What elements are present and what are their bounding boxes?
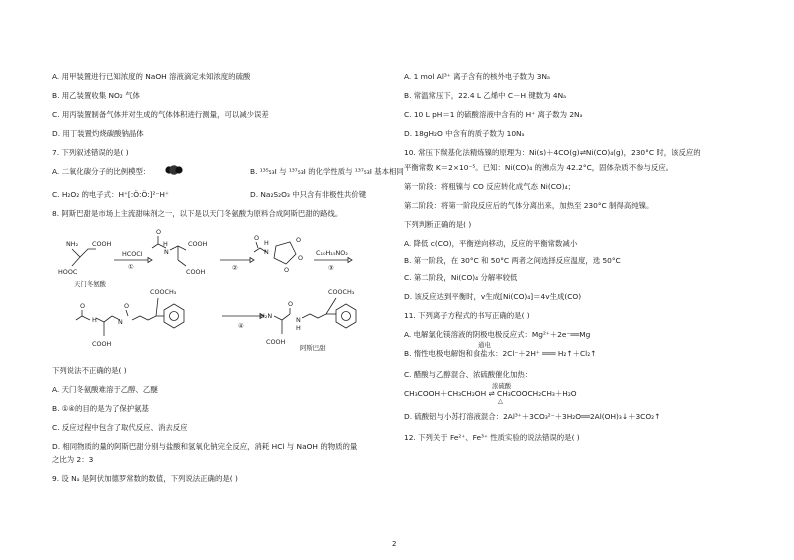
svg-text:O: O: [288, 300, 294, 308]
q11-option-c-equation: CH₃COOH＋CH₃CH₂OH ⇌ CH₃COOCH₂CH₃＋H₂O: [404, 389, 577, 398]
svg-text:COOH: COOH: [188, 240, 208, 248]
svg-text:O: O: [80, 302, 86, 310]
protected-aspartame-structure: [76, 288, 184, 348]
aspartic-acid-structure: [58, 240, 112, 288]
electrolysis-label: 通电: [478, 341, 491, 349]
svg-text:COOCH₃: COOCH₃: [328, 288, 355, 296]
q6-option-b: B. 用乙装置收集 NO₂ 气体: [52, 91, 140, 100]
q11-stem: 11. 下列离子方程式的书写正确的是( ): [404, 311, 530, 320]
q9-option-b: B. 常温常压下，22.4 L 乙烯中 C－H 键数为 4Nₐ: [404, 91, 567, 100]
svg-text:阿斯巴甜: 阿斯巴甜: [300, 344, 326, 352]
svg-text:H: H: [296, 324, 301, 332]
svg-text:④: ④: [238, 322, 244, 330]
q8-option-d: D. 相同物质的量的阿斯巴甜分别与盐酸和氢氧化钠完全反应，消耗 HCl 与 NaOH 的物质的量: [52, 442, 358, 451]
svg-text:①: ①: [128, 263, 134, 271]
q9-option-d: D. 18gH₂O 中含有的质子数为 10Nₐ: [404, 129, 525, 138]
q8-option-a: A. 天门冬氨酸难溶于乙醇、乙醚: [52, 385, 158, 394]
svg-text:NH₂: NH₂: [66, 240, 79, 248]
svg-text:O: O: [296, 236, 302, 244]
svg-text:H: H: [92, 316, 97, 324]
q9-stem: 9. 设 Nₐ 是阿伏加德罗常数的数值，下列说法正确的是( ): [52, 474, 238, 483]
q7-option-c: C. H₂O₂ 的电子式：H⁺[:Ö:Ö:]²⁻H⁺: [52, 190, 169, 199]
svg-text:O: O: [298, 254, 304, 262]
svg-text:③: ③: [328, 264, 334, 272]
anhydride-structure: [254, 234, 303, 274]
svg-text:HCOCl: HCOCl: [122, 250, 143, 258]
q10-option-b: B. 第一阶段，在 30°C 和 50°C 两者之间选择反应温度，选 50°C: [404, 256, 621, 265]
heat-label: △: [498, 397, 503, 405]
q9-option-a: A. 1 mol Al³⁺ 离子含有的核外电子数为 3Nₐ: [404, 72, 550, 81]
q10-stem-2: 平衡常数 K＝2×10⁻⁵。已知：Ni(CO)₄ 的沸点为 42.2°C，固体杂质不参与反应。: [404, 163, 674, 172]
aspartame-structure: [260, 288, 356, 352]
q11-option-b: B. 惰性电极电解饱和食盐水：2Cl⁻＋2H⁺ ═══ H₂↑＋Cl₂↑: [404, 349, 597, 358]
svg-text:②: ②: [232, 264, 238, 272]
svg-text:HOOC: HOOC: [58, 268, 78, 276]
q7-option-b: B. ¹³⁵₅₃I 与 ¹³⁷₅₃I 的化学性质与 ¹³⁷₅₃I 基本相同: [250, 167, 404, 176]
q6-option-c: C. 用丙装置制备气体并对生成的气体体积进行测量，可以减少误差: [52, 110, 269, 119]
svg-text:COOH: COOH: [92, 240, 112, 248]
q8-stem: 8. 阿斯巴甜是市场上主流甜味剂之一，以下是以天门冬氨酸为原料合成阿斯巴甜的路线。: [52, 209, 343, 218]
q10-question: 下列判断正确的是( ): [404, 220, 472, 229]
svg-text:N: N: [118, 318, 123, 326]
q7-option-a: A. 二氧化碳分子的比例模型：: [52, 167, 151, 176]
svg-text:N: N: [296, 316, 301, 324]
q11-option-a: A. 电解氯化镁溶液的阴极电极反应式：Mg²⁺＋2e⁻══Mg: [404, 330, 591, 339]
q8-question: 下列说法不正确的是( ): [52, 366, 127, 375]
svg-text:COOH: COOH: [92, 340, 112, 348]
q10-option-a: A. 降低 c(CO)，平衡逆向移动，反应的平衡常数减小: [404, 239, 578, 248]
formyl-aspartic-acid-structure: [152, 228, 208, 276]
q11-option-c: C. 醋酸与乙醇混合、浓硫酸催化加热：: [404, 370, 533, 379]
q11-option-d: D. 硫酸铝与小苏打溶液混合：2Al³⁺＋3CO₃²⁻＋3H₂O══2Al(OH)₃↓＋3CO₂↑: [404, 412, 661, 421]
q8-option-d-cont: 之比为 2：3: [52, 455, 94, 464]
svg-text:天门冬氨酸: 天门冬氨酸: [74, 280, 106, 288]
svg-text:COOCH₃: COOCH₃: [150, 288, 177, 296]
q8-option-b: B. ①④的目的是为了保护氨基: [52, 404, 149, 413]
q6-option-d: D. 用丁装置灼烧碳酸钠晶体: [52, 129, 144, 138]
page-number: 2: [392, 540, 397, 548]
q10-stage-2: 第二阶段：将第一阶段反应后的气体分离出来，加热至 230°C 制得高纯镍。: [404, 201, 654, 210]
catalyst-label: 浓硫酸: [492, 382, 512, 390]
synthesis-scheme: [52, 224, 392, 362]
svg-text:N: N: [164, 248, 169, 256]
q10-stage-1: 第一阶段：将粗镍与 CO 反应转化成气态 Ni(CO)₄；: [404, 182, 575, 191]
svg-text:H: H: [264, 239, 269, 247]
q10-stem-1: 10. 常压下羰基化法精炼镍的原理为：Ni(s)＋4CO(g)⇌Ni(CO)₄(g)，230°C 时，该反应的: [404, 148, 701, 157]
q6-option-a: A. 用甲装置进行已知浓度的 NaOH 溶液滴定未知浓度的硫酸: [52, 72, 251, 81]
svg-text:N: N: [264, 248, 269, 256]
q7-option-d: D. Na₂S₂O₃ 中只含有非极性共价键: [250, 190, 367, 199]
q8-option-c: C. 反应过程中包含了取代反应、消去反应: [52, 423, 188, 432]
svg-text:H: H: [163, 240, 168, 248]
q9-option-c: C. 10 L pH＝1 的硫酸溶液中含有的 H⁺ 离子数为 2Nₐ: [404, 110, 583, 119]
q10-option-d: D. 该反应达到平衡时，v生成[Ni(CO)₄]＝4v生成(CO): [404, 292, 582, 301]
svg-text:O: O: [124, 302, 130, 310]
svg-text:COOH: COOH: [186, 268, 206, 276]
q10-option-c: C. 第二阶段，Ni(CO)₄ 分解率较低: [404, 273, 518, 282]
q12-stem: 12. 下列关于 Fe²⁺、Fe³⁺ 性质实验的说法错误的是( ): [404, 433, 580, 442]
svg-text:O: O: [156, 228, 162, 236]
svg-text:O: O: [284, 266, 290, 274]
svg-text:H₂N: H₂N: [260, 312, 273, 320]
co2-model-icon: [165, 164, 183, 176]
q7-stem: 7. 下列叙述错误的是( ): [52, 148, 129, 157]
svg-text:COOH: COOH: [266, 338, 286, 346]
svg-text:O: O: [254, 234, 260, 242]
svg-text:C₁₀H₁₅NO₂: C₁₀H₁₅NO₂: [316, 249, 348, 257]
